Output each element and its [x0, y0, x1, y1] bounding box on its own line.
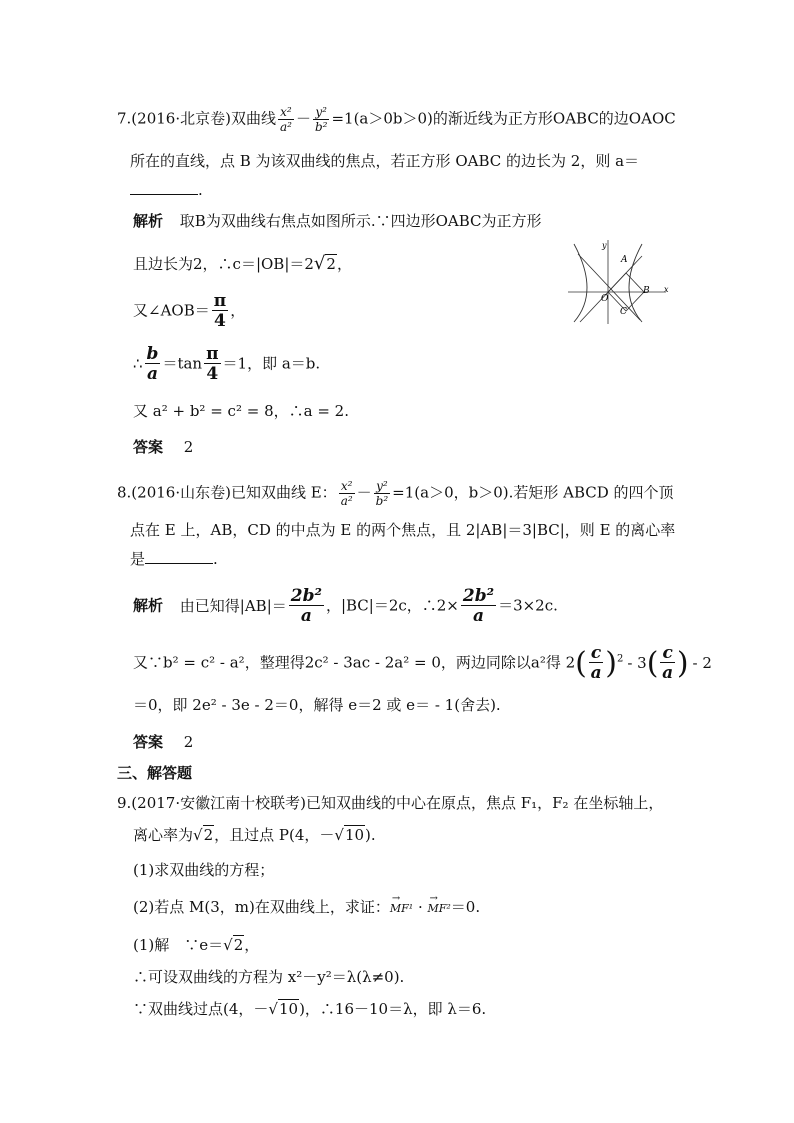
- q8-line2: 点在 E 上，AB，CD 的中点为 E 的两个焦点，且 2|AB|＝3|BC|，则 E 的离心率: [130, 521, 676, 539]
- q7-pi-over-4b: $\frac{\pi}{4}$: [206, 344, 219, 384]
- q7-line3: .: [130, 183, 203, 198]
- section-title: 三、解答题: [117, 764, 193, 782]
- q8-c-over-a-2: $\frac{c}{a}$: [662, 643, 674, 683]
- q7-solution-line2: 且边长为2，∴c＝|OB|＝2√2，: [133, 253, 352, 274]
- q7-answer-value: 2: [183, 438, 194, 456]
- label-a: A: [621, 255, 628, 265]
- q7-line2: 所在的直线，点 B 为该双曲线的焦点，若正方形 OABC 的边长为 2，则 a＝: [130, 152, 640, 170]
- q8-answer-blank: [145, 562, 213, 564]
- q8-frac-2b2-a: $\frac{\text{2b²}}{a}$: [290, 586, 322, 626]
- q7-answer: [133, 440, 193, 455]
- q8-frac-y: $\frac{\text{y²}}{\text{b²}}$: [375, 479, 389, 508]
- label-c: C: [620, 307, 627, 317]
- q8-solution-line2: 又∵b² = c² - a²，整理得2c² - 3ac - 2a² = 0，两边同除以a²得 2( $\frac{c}{a}$ )$^2$ - 3( $\frac{c}{a}$ ) - 2: [133, 643, 712, 683]
- hyperbola-figure: [568, 240, 672, 324]
- q8-frac-x: $\frac{\text{x²}}{\text{a²}}$: [340, 479, 353, 508]
- q8-answer: [133, 735, 193, 750]
- q8-prefix: 8.(2016·山东卷)已知双曲线 E：: [117, 483, 337, 502]
- q8-solution-line3: ＝0，即 2e² - 3e - 2＝0，解得 e＝2 或 e＝ - 1(舍去).: [133, 696, 501, 714]
- q8-solution-label: 解析: [133, 596, 164, 615]
- q9-sol-line3: ∵双曲线过点(4，－√10)，∴16－10＝λ，即 λ＝6.: [133, 1000, 487, 1018]
- q8-solution-line1: 解析 由已知得|AB|＝ $\frac{\text{2b²}}{a}$ ，|BC|＝2c，∴2× $\frac{\text{2b²}}{a}$ ＝3×2c.: [133, 586, 558, 626]
- q7-solution-line5: 又 a² + b² = c² = 8，∴a = 2.: [133, 402, 349, 420]
- vector-mf1: → MF¹: [390, 903, 413, 914]
- q7-frac-x: $\frac{\text{x²}}{\text{a²}}$: [279, 105, 292, 134]
- q7-b-over-a: $\frac{b}{a}$: [146, 344, 159, 384]
- q7-eq-tail: =1(a＞0b＞0)的渐近线为正方形OABC的边OAOC: [331, 109, 676, 128]
- q7-solution-line1: [133, 214, 542, 229]
- q9-line1: 9.(2017·安徽江南十校联考)已知双曲线的中心在原点，焦点 F₁，F₂ 在坐标轴上，: [117, 794, 664, 812]
- q7-prefix: 7.(2016·北京卷)双曲线: [117, 109, 276, 128]
- q7-frac-y: $\frac{\text{y²}}{\text{b²}}$: [314, 105, 328, 134]
- q7-solution-line3: 又∠AOB＝ $\frac{\pi}{4}$ ，: [133, 291, 246, 331]
- label-o: O: [601, 294, 609, 304]
- q7-solution-text: 取B为双曲线右焦点如图所示.∵四边形OABC为正方形: [179, 212, 542, 230]
- q8-line1: 8.(2016·山东卷)已知双曲线 E： $\frac{\text{x²}}{\text{a²}}$ － $\frac{\text{y²}}{\text{b²}}$ =1(a＞0，b＞0).若矩形 ABCD 的四个顶: [117, 479, 674, 508]
- q7-solution-label: 解析: [133, 212, 164, 230]
- q8-answer-label: 答案: [133, 733, 164, 751]
- q8-answer-value: 2: [183, 733, 194, 751]
- label-y: y: [602, 241, 607, 250]
- q8-eq-tail: =1(a＞0，b＞0).若矩形 ABCD 的四个顶: [392, 483, 674, 502]
- q7-answer-blank: [130, 193, 198, 195]
- vector-mf2: → MF²: [427, 903, 450, 914]
- q7-pi-over-4: $\frac{\pi}{4}$: [213, 291, 227, 331]
- q8-line3: 是 .: [130, 550, 218, 568]
- q9-part2: (2)若点 M(3，m)在双曲线上，求证：→ MF¹ · → MF²＝0.: [133, 900, 480, 915]
- left-branch: [574, 244, 587, 322]
- q7-answer-label: 答案: [133, 438, 164, 456]
- q9-part1: (1)求双曲线的方程；: [133, 861, 275, 879]
- q9-line2: 离心率为√2，且过点 P(4，－√10).: [133, 826, 376, 844]
- q9-sol-line1: (1)解 ∵e＝√2，: [133, 936, 260, 954]
- q9-sol-line2: ∴可设双曲线的方程为 x²－y²＝λ(λ≠0).: [133, 968, 405, 986]
- label-x: x: [664, 285, 669, 294]
- label-b: B: [643, 286, 650, 296]
- q7-solution-line4: ∴ $\frac{b}{a}$ ＝tan $\frac{\pi}{4}$ ＝1，即 a＝b.: [133, 344, 321, 384]
- q8-c-over-a: $\frac{c}{a}$: [590, 643, 602, 683]
- q8-frac-2b2-a-2: $\frac{\text{2b²}}{a}$: [462, 586, 495, 626]
- q7-line1: 7.(2016·北京卷)双曲线 $\frac{\text{x²}}{\text{a²}}$ － $\frac{\text{y²}}{\text{b²}}$ =1(a＞0b＞0)的渐近线为正方形OABC的边OAOC: [117, 105, 676, 134]
